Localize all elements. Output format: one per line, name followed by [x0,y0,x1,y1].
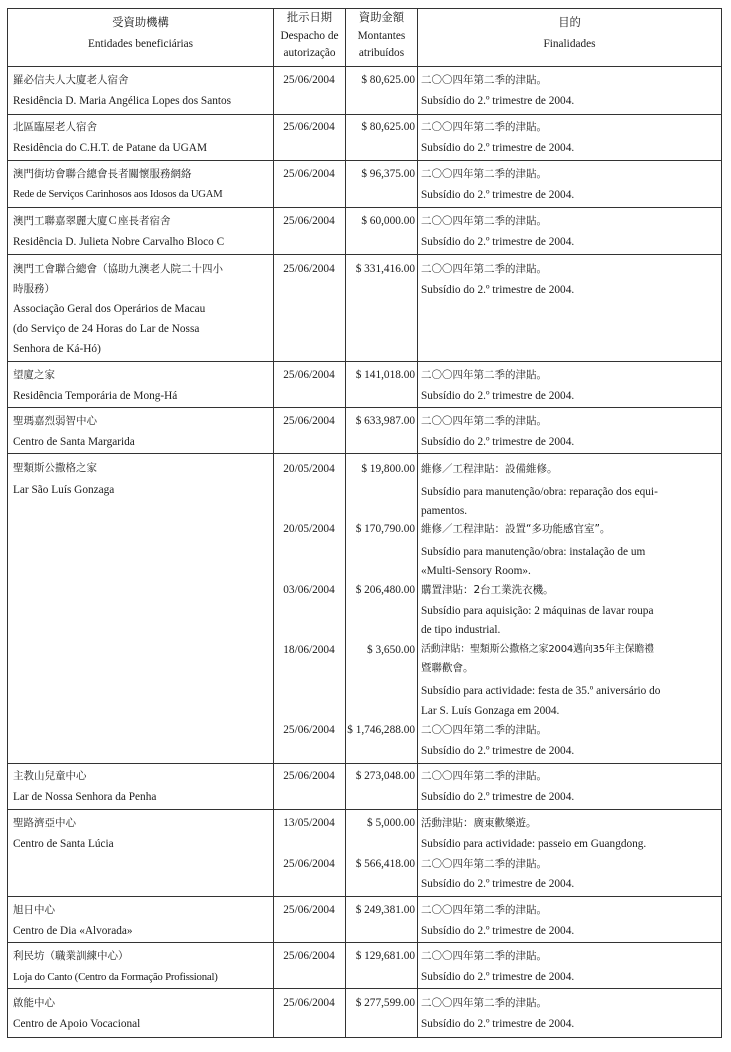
authorization-date: 25/06/2004 [283,74,335,86]
header-date-zh: 批示日期 [286,12,333,24]
entity-name-zh: 澳門街坊會聯合總會長者關懷服務網絡 [13,168,192,180]
row-divider [7,254,722,255]
header-purpose-pt: Finalidades [543,38,596,50]
header-amount-pt2: atribuídos [358,47,405,59]
entity-name-zh: 澳門工會聯合總會（協助九澳老人院二十四小 [13,263,223,275]
entity-name-zh: 北區臨屋老人宿舍 [13,121,97,133]
entity-name-pt: Centro de Dia «Alvorada» [13,925,133,937]
entity-name-pt: Senhora de Ká-Hó) [13,343,101,355]
authorization-date: 25/06/2004 [283,770,335,782]
purpose-zh: 二〇〇四年第二季的津貼。 [421,724,547,736]
purpose-pt: Subsídio do 2.º trimestre de 2004. [421,971,575,983]
authorization-date: 25/06/2004 [283,168,335,180]
entity-name-pt: Residência D. Julieta Nobre Carvalho Bloco C [13,236,225,248]
row-divider [7,160,722,161]
authorization-date: 25/06/2004 [283,263,335,275]
row-divider [7,942,722,943]
authorization-date: 20/05/2004 [283,463,335,475]
header-divider [7,66,722,67]
purpose-zh: 二〇〇四年第二季的津貼。 [421,904,547,916]
authorization-date: 13/05/2004 [283,817,335,829]
purpose-pt: Subsídio do 2.º trimestre de 2004. [421,878,575,890]
amount: $ 1,746,288.00 [347,724,415,736]
amount: $ 141,018.00 [355,369,415,381]
purpose-pt: Subsídio para manutenção/obra: reparação dos equi- [421,486,658,498]
authorization-date: 18/06/2004 [283,644,335,656]
table-border-right [721,8,722,1038]
purpose-zh: 購置津貼：2台工業洗衣機。 [421,584,554,596]
purpose-pt: Subsídio para actividade: festa de 35.º aniversário do [421,685,661,697]
entity-name-zh: 利民坊（職業訓練中心） [13,950,129,962]
entity-name-pt: Centro de Santa Lúcia [13,838,114,850]
authorization-date: 25/06/2004 [283,858,335,870]
purpose-pt: Subsídio do 2.º trimestre de 2004. [421,284,575,296]
amount: $ 566,418.00 [355,858,415,870]
purpose-pt: Subsídio do 2.º trimestre de 2004. [421,745,575,757]
amount: $ 129,681.00 [355,950,415,962]
entity-name-zh: 啟能中心 [13,997,55,1009]
header-date-pt1: Despacho de [280,30,339,42]
entity-name-pt: Associação Geral dos Operários de Macau [13,303,206,315]
authorization-date: 25/06/2004 [283,415,335,427]
purpose-zh: 暨聯歡會。 [421,662,474,674]
purpose-pt: Subsídio do 2.º trimestre de 2004. [421,1018,575,1030]
amount: $ 80,625.00 [361,121,415,133]
authorization-date: 25/06/2004 [283,121,335,133]
purpose-pt: Subsídio do 2.º trimestre de 2004. [421,436,575,448]
row-divider [7,407,722,408]
purpose-zh: 二〇〇四年第二季的津貼。 [421,263,547,275]
row-divider [7,361,722,362]
entity-name-zh: 聖類斯公撒格之家 [13,462,97,474]
row-divider [7,114,722,115]
purpose-zh: 二〇〇四年第二季的津貼。 [421,770,547,782]
row-divider [7,896,722,897]
authorization-date: 25/06/2004 [283,215,335,227]
header-entity-pt: Entidades beneficiárias [87,38,194,50]
entity-name-pt: Residência do C.H.T. de Patane da UGAM [13,142,207,154]
amount: $ 277,599.00 [355,997,415,1009]
column-divider [417,8,418,1038]
amount: $ 206,480.00 [355,584,415,596]
header-entity-zh: 受資助機構 [112,17,169,29]
purpose-zh: 二〇〇四年第二季的津貼。 [421,415,547,427]
entity-name-pt: Centro de Santa Margarida [13,436,135,448]
purpose-pt: Subsídio para manutenção/obra: instalação de um [421,546,646,558]
entity-name-pt: Rede de Serviços Carinhosos aos Idosos da UGAM [13,189,223,200]
purpose-zh: 二〇〇四年第二季的津貼。 [421,950,547,962]
table-border-top [7,8,722,9]
purpose-pt: Subsídio para aquisição: 2 máquinas de lavar roupa [421,605,654,617]
entity-name-zh: 聖瑪嘉烈弱智中心 [13,415,97,427]
amount: $ 80,625.00 [361,74,415,86]
entity-name-pt: Loja do Canto (Centro da Formação Profissional) [13,971,218,983]
entity-name-zh: 時服務） [13,283,55,295]
purpose-zh: 二〇〇四年第二季的津貼。 [421,74,547,86]
entity-name-zh: 羅必信夫人大廈老人宿舍 [13,74,129,86]
purpose-pt: Subsídio do 2.º trimestre de 2004. [421,390,575,402]
entity-name-pt: Residência D. Maria Angélica Lopes dos Santos [13,95,232,107]
entity-name-zh: 澳門工聯嘉翠麗大廈Ｃ座長者宿舍 [13,215,171,227]
amount: $ 5,000.00 [366,817,415,829]
purpose-zh: 二〇〇四年第二季的津貼。 [421,215,547,227]
amount: $ 3,650.00 [366,644,415,656]
purpose-zh: 二〇〇四年第二季的津貼。 [421,997,547,1009]
amount: $ 96,375.00 [361,168,415,180]
amount: $ 249,381.00 [355,904,415,916]
row-divider [7,453,722,454]
row-divider [7,763,722,764]
amount: $ 19,800.00 [361,463,415,475]
entity-name-zh: 聖路濟亞中心 [13,817,76,829]
amount: $ 273,048.00 [355,770,415,782]
entity-name-zh: 主教山兒童中心 [13,770,87,782]
purpose-zh: 二〇〇四年第二季的津貼。 [421,858,547,870]
purpose-zh: 二〇〇四年第二季的津貼。 [421,121,547,133]
authorization-date: 25/06/2004 [283,724,335,736]
purpose-zh: 二〇〇四年第二季的津貼。 [421,369,547,381]
purpose-pt: Subsídio do 2.º trimestre de 2004. [421,236,575,248]
row-divider [7,207,722,208]
entity-name-pt: Lar de Nossa Senhora da Penha [13,791,157,803]
authorization-date: 25/06/2004 [283,997,335,1009]
header-date-pt2: autorização [283,47,336,59]
authorization-date: 25/06/2004 [283,369,335,381]
amount: $ 633,987.00 [355,415,415,427]
header-amount-zh: 資助金額 [358,12,405,24]
purpose-pt: pamentos. [421,505,468,517]
purpose-pt: Lar S. Luís Gonzaga em 2004. [421,705,560,717]
purpose-pt: Subsídio do 2.º trimestre de 2004. [421,189,575,201]
entity-name-pt: (do Serviço de 24 Horas do Lar de Nossa [13,323,200,335]
purpose-zh: 活動津貼：廣東歡樂遊。 [421,817,537,829]
authorization-date: 20/05/2004 [283,523,335,535]
purpose-pt: Subsídio do 2.º trimestre de 2004. [421,925,575,937]
header-amount-pt1: Montantes [357,30,406,42]
purpose-zh: 維修／工程津貼：設置“多功能感官室”。 [421,523,611,535]
header-purpose-zh: 目的 [558,17,581,29]
entity-name-pt: Lar São Luís Gonzaga [13,484,115,496]
entity-name-zh: 旭日中心 [13,904,55,916]
amount: $ 331,416.00 [355,263,415,275]
purpose-pt: de tipo industrial. [421,624,501,636]
table-border-bottom [7,1037,722,1038]
amount: $ 60,000.00 [361,215,415,227]
entity-name-pt: Residência Temporária de Mong-Há [13,390,178,402]
purpose-zh: 二〇〇四年第二季的津貼。 [421,168,547,180]
row-divider [7,988,722,989]
entity-name-zh: 望廈之家 [13,369,55,381]
authorization-date: 25/06/2004 [283,904,335,916]
entity-name-pt: Centro de Apoio Vocacional [13,1018,141,1030]
purpose-pt: Subsídio do 2.º trimestre de 2004. [421,142,575,154]
purpose-pt: «Multi-Sensory Room». [421,565,531,577]
purpose-pt: Subsídio do 2.º trimestre de 2004. [421,95,575,107]
authorization-date: 25/06/2004 [283,950,335,962]
table-border-left [7,8,8,1038]
purpose-pt: Subsídio do 2.º trimestre de 2004. [421,791,575,803]
purpose-zh: 活動津貼：聖類斯公撒格之家2004邁向35年主保瞻禮 [421,644,654,655]
purpose-pt: Subsídio para actividade: passeio em Guangdong. [421,838,647,850]
amount: $ 170,790.00 [355,523,415,535]
row-divider [7,809,722,810]
purpose-zh: 維修／工程津貼：設備維修。 [421,463,558,475]
authorization-date: 03/06/2004 [283,584,335,596]
